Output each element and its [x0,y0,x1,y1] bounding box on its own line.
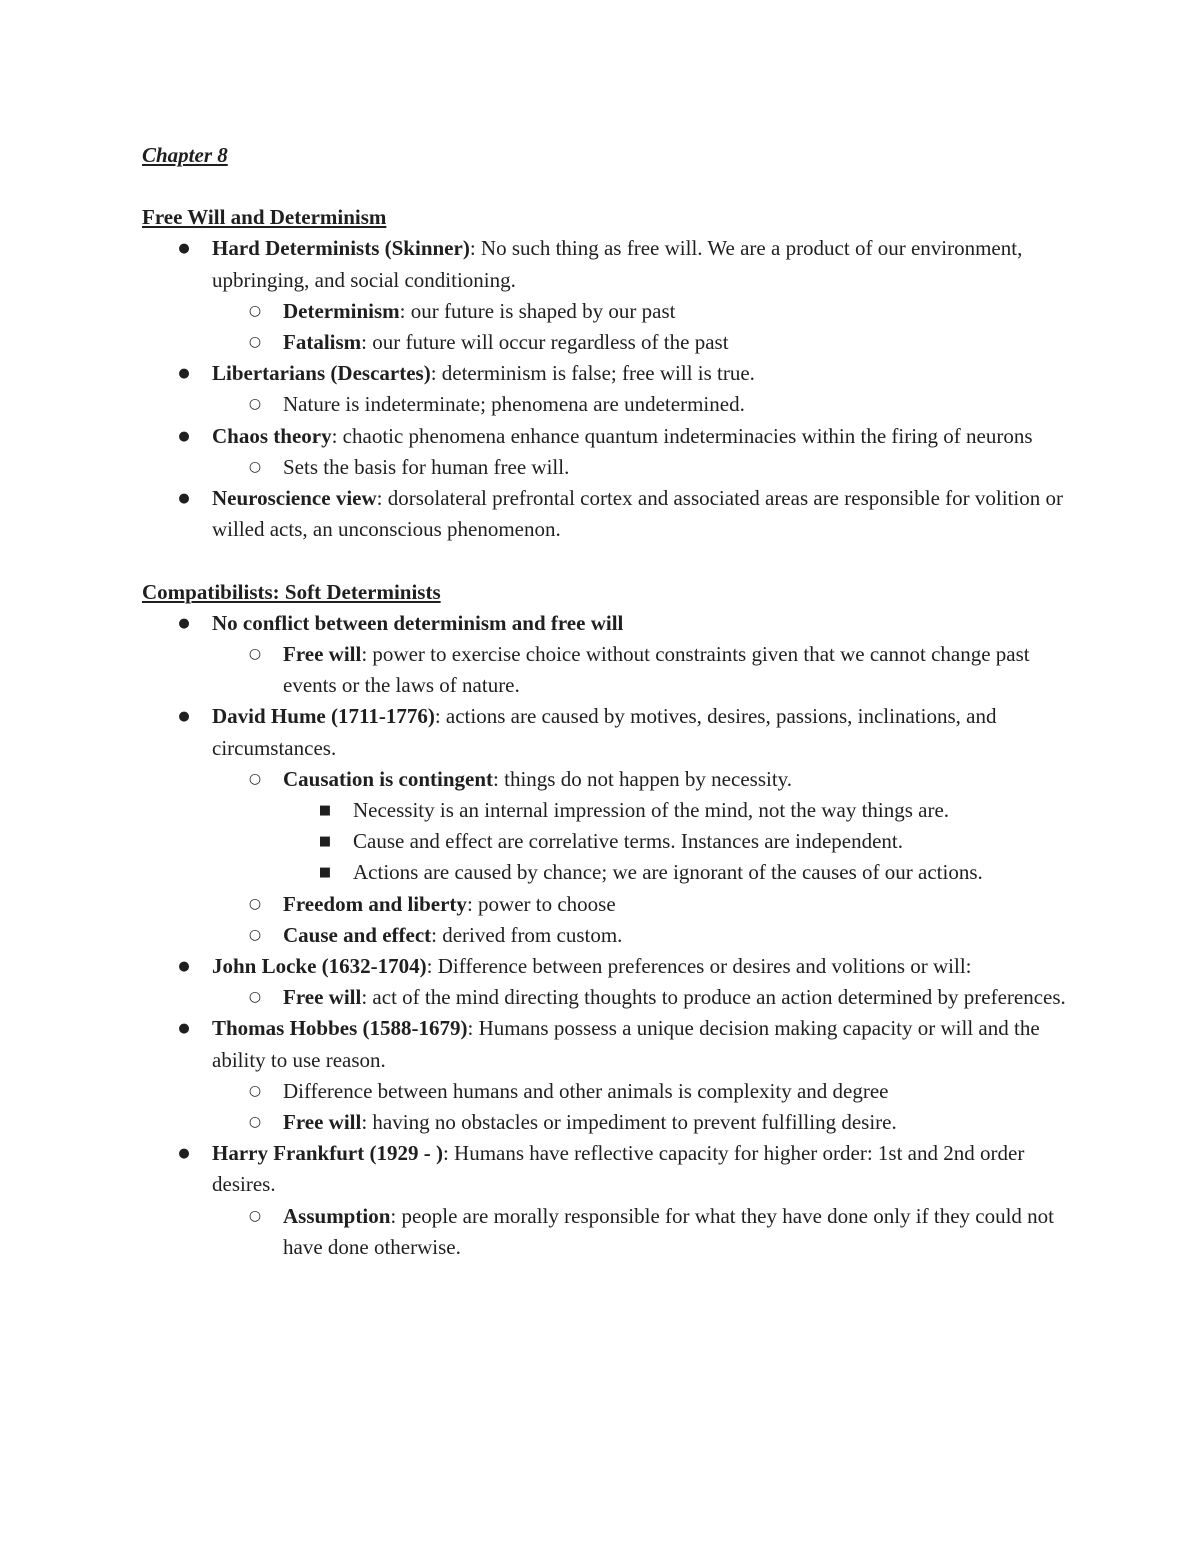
bullet-marker: ○ [248,989,262,1006]
term: Neuroscience view [212,486,377,510]
item-text: : determinism is false; free will is true. [430,361,755,386]
bullet-marker: ○ [248,1207,262,1224]
list-item [142,421,1072,452]
list-item [142,389,1072,420]
list-item [142,1013,1072,1075]
list-item [142,701,1072,763]
bullet-marker: ■ [318,834,332,850]
list-item [142,889,1072,920]
bullet-marker: ● [178,491,190,506]
list-item [142,982,1072,1013]
item-text: : people are morally responsible for what they have done only if they could not have done otherwise. [283,1203,1055,1259]
term: Free will [283,1110,362,1135]
term: No conflict between determinism and free will [212,610,624,635]
bullet-list [142,233,1072,545]
item-text: : our future is shaped by our past [399,298,676,323]
list-item [142,452,1072,483]
bullet-marker: ● [178,1021,190,1037]
item-text: : having no obstacles or impediment to prevent fulfilling desire. [361,1110,897,1135]
list-item [142,358,1072,389]
bullet-marker: ○ [248,1082,262,1099]
bullet-marker: ○ [248,458,262,475]
list-item [142,826,1072,857]
item-text: Difference between humans and other animals is complexity and degree [283,1078,889,1103]
item-text: : power to choose [466,891,616,916]
chapter-title: Chapter 8 [142,143,228,167]
bullet-marker: ○ [248,302,262,319]
term: Assumption [283,1203,391,1228]
bullet-marker: ○ [248,333,262,350]
term: Hard Determinists (Skinner) [212,236,470,261]
item-text: : dorsolateral prefrontal cortex and associated areas are responsible for volition or willed acts, an unconscious phenomenon. [212,486,1063,542]
bullet-marker: ■ [318,803,332,818]
list-item [142,1201,1072,1263]
item-text: : power to exercise choice without constraints given that we cannot change past events or the laws of nature. [283,641,1030,698]
list-item [142,857,1072,888]
bullet-marker: ● [178,1146,190,1162]
list-item [142,296,1072,327]
term: John Locke (1632-1704) [212,954,427,979]
item-text: Necessity is an internal impression of the mind, not the way things are. [353,798,950,822]
item-text: : our future will occur regardless of the past [361,329,729,354]
section-free-will [142,202,1072,545]
bullet-marker: ■ [318,865,332,881]
item-text: : act of the mind directing thoughts to produce an action determined by preferences. [361,985,1066,1010]
item-text: : Humans possess a unique decision making capacity or will and the ability to use reason. [212,1016,1040,1072]
term: Causation is contingent [283,766,494,791]
bullet-list [142,608,1072,1263]
bullet-marker: ● [178,709,190,725]
bullet-marker: ● [178,241,190,257]
term: David Hume (1711-1776) [212,704,435,729]
term: Libertarians (Descartes) [212,361,431,386]
bullet-marker: ○ [248,1114,262,1131]
item-text: : chaotic phenomena enhance quantum indeterminacies within the firing of neurons [331,423,1033,448]
list-item [142,764,1072,795]
item-text: : derived from custom. [431,922,623,947]
spacer [142,545,1072,576]
bullet-marker: ○ [248,895,262,912]
term: Thomas Hobbes (1588-1679) [212,1016,468,1041]
bullet-marker: ● [178,428,190,444]
list-item [142,795,1072,826]
list-item [142,608,1072,639]
section-heading: Compatibilists: Soft Determinists [142,579,441,604]
list-item [142,1076,1072,1107]
term: Free will [283,641,362,666]
item-text: : Humans have reflective capacity for higher order: 1st and 2nd order desires. [212,1141,1025,1197]
item-text: : things do not happen by necessity. [493,766,793,791]
item-text: Sets the basis for human free will. [283,454,570,479]
bullet-marker: ● [178,959,190,975]
bullet-marker: ○ [248,926,262,943]
section-compatibilists [142,577,1072,1263]
section-heading: Free Will and Determinism [142,205,387,230]
item-text: Cause and effect are correlative terms. Instances are independent. [353,829,904,854]
bullet-marker: ○ [248,770,262,787]
list-item [142,1107,1072,1138]
list-item [142,483,1072,545]
term: Fatalism [283,329,362,354]
bullet-marker: ○ [248,645,262,662]
bullet-marker: ● [178,615,190,631]
term: Freedom and liberty [283,891,467,916]
item-text: : Difference between preferences or desires and volitions or will: [426,954,972,979]
term: Free will [283,985,362,1010]
list-item [142,920,1072,951]
term: Determinism [283,298,400,323]
list-item [142,951,1072,982]
bullet-marker: ○ [248,396,262,413]
term: Harry Frankfurt (1929 - ) [212,1141,443,1166]
list-item [142,639,1072,701]
list-item [142,1138,1072,1200]
item-text: Nature is indeterminate; phenomena are undetermined. [283,392,745,417]
list-item [142,233,1072,295]
item-text: : actions are caused by motives, desires, passions, inclinations, and circumstances. [212,704,997,760]
term: Chaos theory [212,423,332,448]
item-text: Actions are caused by chance; we are ignorant of the causes of our actions. [353,860,983,885]
document-page [142,140,1072,1263]
term: Cause and effect [283,922,432,947]
list-item [142,327,1072,358]
bullet-marker: ● [178,366,190,382]
item-text: : No such thing as free will. We are a product of our environment, upbringing, and social conditioning. [212,236,1023,292]
